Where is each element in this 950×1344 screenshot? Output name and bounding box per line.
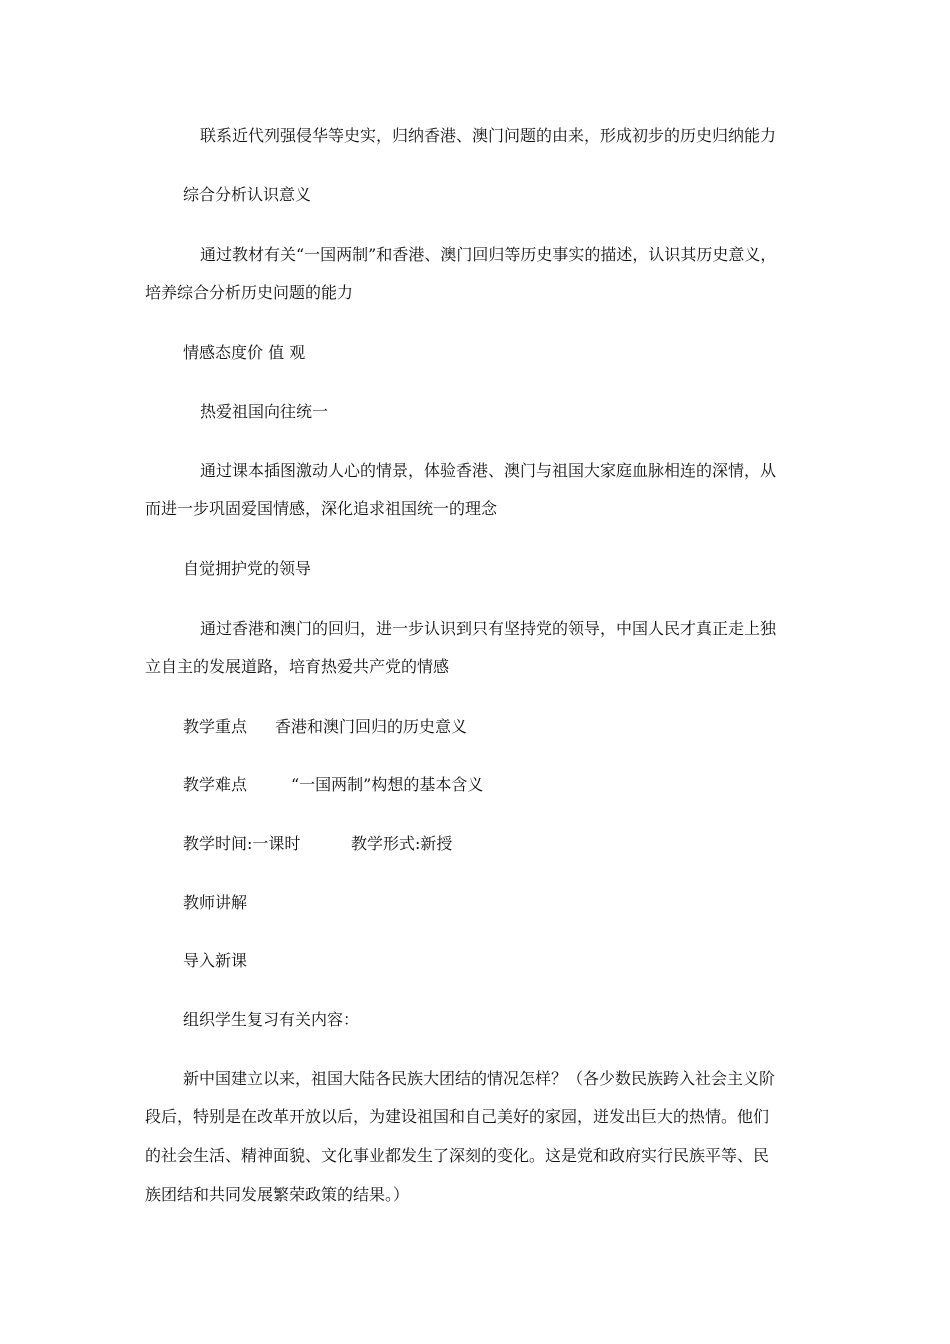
teaching-difficulty-label: 教学难点 [183,775,248,794]
question-line1: 新中国建立以来，祖国大陆各民族大团结的情况怎样？（各少数民族跨入社会主义阶 [183,1069,776,1088]
teaching-time: 教学时间:一课时 [183,834,301,853]
teaching-form: 教学形式:新授 [351,834,453,853]
paragraph-emotion-line1: 通过课本插图激动人心的情景，体验香港、澳门与祖国大家庭血脉相连的深情，从 [200,461,777,480]
question-line3: 的社会生活、精神面貌、文化事业都发生了深刻的变化。这是党和政府实行民族平等、民 [145,1146,770,1165]
question-line2: 段后，特别是在改革开放以后，为建设祖国和自己美好的家园，迸发出巨大的热情。他们 [145,1107,770,1126]
paragraph-emotion-line2: 而进一步巩固爱国情感，深化追求祖国统一的理念 [145,499,498,518]
paragraph-analysis-line1: 通过教材有关“一国两制”和香港、澳门回归等历史事实的描述，认识其历史意义， [200,245,777,264]
teaching-difficulty-value: “一国两制”构想的基本含义 [291,775,484,794]
paragraph-party-line2: 立自主的发展道路，培育热爱共产党的情感 [145,657,450,676]
teaching-method: 教师讲解 [183,893,248,912]
heading-party-leadership: 自觉拥护党的领导 [183,559,312,578]
teaching-key-point-label: 教学重点 [183,717,248,736]
heading-love-motherland: 热爱祖国向往统一 [200,402,329,421]
paragraph-party-line1: 通过香港和澳门的回归，进一步认识到只有坚持党的领导，中国人民才真正走上独 [200,619,777,638]
heading-introduction: 导入新课 [183,951,248,970]
heading-emotion-values: 情感态度价 值 观 [183,343,306,362]
paragraph-analysis-line2: 培养综合分析历史问题的能力 [145,283,354,302]
question-line4: 族团结和共同发展繁荣政策的结果。） [145,1185,410,1204]
paragraph-summary: 联系近代列强侵华等史实，归纳香港、澳门问题的由来，形成初步的历史归纳能力 [200,126,777,145]
heading-analysis: 综合分析认识意义 [183,185,312,204]
review-instruction: 组织学生复习有关内容： [183,1010,360,1029]
teaching-key-point-value: 香港和澳门回归的历史意义 [275,717,468,736]
